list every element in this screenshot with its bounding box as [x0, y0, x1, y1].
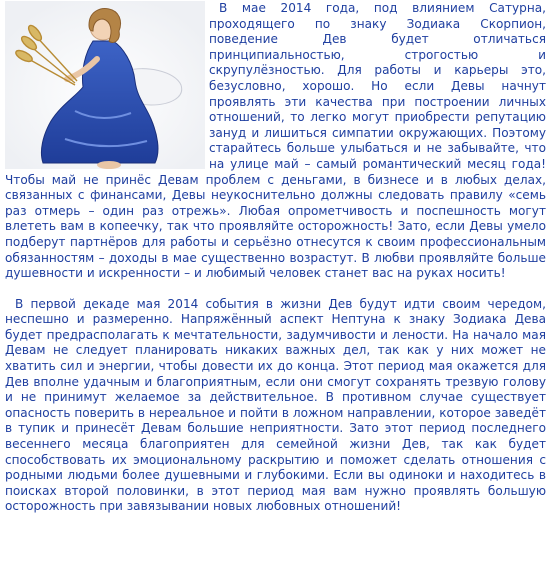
virgo-zodiac-illustration-icon — [5, 1, 205, 169]
article-paragraph: В мае 2014 года, под влиянием Сатурна, проходящего по знаку Зодиака Скорпион, поведение Дев будет отличаться принципиальностью, строгостью и скрупулёзностью. Для работы и карьеры это, безусловно, хорошо. Но если Девы начнут проявлять эти качества при построении личных отношений, то легко могут приобрести репутацию зануд и лишиться симпатии окружающих. Поэтому старайтесь больше улыбаться и не забывайте, что на улице май – самый романтический месяц года! Чтобы май не принёс Девам проблем с деньгами, в бизнесе и в любых делах, связанных с финансами, Девы неукоснительно должны следовать правилу «семь раз отмерь – один раз отрежь». Любая опрометчивость и поспешность могут влететь вам в копеечку, так что проявляйте осторожность! Зато, если Девы умело подберут партнёров для работы и серьёзно отнесутся к своим профессиональным обязанностям – доходы в мае существенно возрастут. В любви проявляйте больше душевности и искренности – и любимый человек станет вас на руках носить! — [5, 1, 546, 281]
article-paragraph: В первой декаде мая 2014 события в жизни Дев будут идти своим чередом, неспешно и размеренно. Напряжённый аспект Нептуна к знаку Зодиака Дева будет предрасполагать к мечтательности, задумчивости и лености. На начало мая Девам не следует планировать никаких важных дел, так как у них может не хватить сил и энергии, чтобы довести их до конца. Этот период мая окажется для Дев вполне удачным и благоприятным, если они смогут сохранять трезвую голову и не принимут желаемое за действительное. В противном случае существует опасность поверить в нереальное и пойти в ложном направлении, которое заведёт в тупик и принесёт Девам большие неприятности. Зато этот период последнего весеннего месяца благоприятен для семейной жизни Дев, так как будет способствовать их эмоциональному раскрытию и поможет сделать отношения с родными людьми более душевными и глубокими. Если вы одиноки и находитесь в поисках второй половинки, в этот период мая вам нужно проявлять большую осторожность при завязывании новых любовных отношений! — [5, 296, 546, 514]
